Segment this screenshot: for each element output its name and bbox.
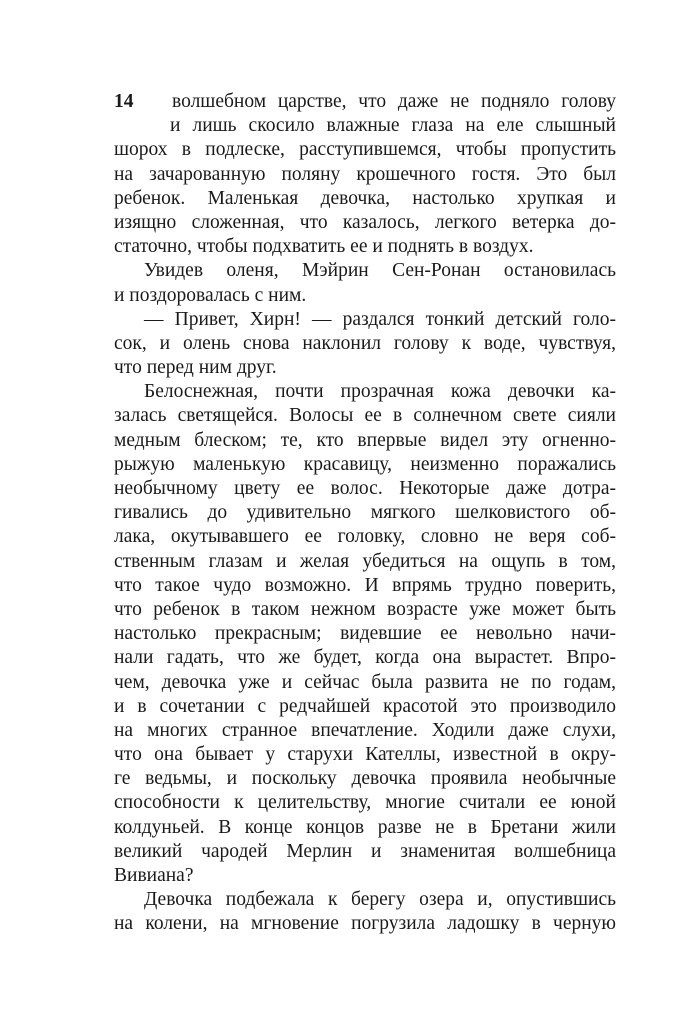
text-line: гивались до удивительно мягкого шелковистого об-: [114, 502, 616, 524]
text-line: чем, девочка уже и сейчас была развита не по годам,: [114, 671, 616, 693]
text-line: — Привет, Хирн! — раздался тонкий детский голо-: [144, 308, 616, 330]
text-line: настолько прекрасным; видевшие ее невольно начи-: [114, 623, 616, 645]
paragraph-3: [114, 308, 616, 381]
text-line: что она бывает у старухи Кателлы, известной в окру-: [114, 744, 616, 766]
paragraph-4: [114, 380, 616, 888]
text-line: шорох в подлеске, расступившемся, чтобы пропустить: [114, 139, 616, 161]
text-line: и лишь скосило влажные глаза на еле слышный: [170, 115, 616, 137]
text-line: что перед ним друг.: [114, 357, 277, 379]
page-number: 14: [114, 91, 134, 112]
text-line: ственным глазам и желая убедиться на ощупь в том,: [114, 550, 616, 572]
text-line: Увидев оленя, Мэйрин Сен-Ронан остановилась: [144, 260, 616, 282]
text-line: на колени, на мгновение погрузила ладошку в черную: [114, 913, 616, 935]
text-line: Белоснежная, почти прозрачная кожа девочки ка-: [144, 381, 616, 403]
text-line: ге ведьмы, и поскольку девочка проявила необычные: [114, 768, 616, 790]
paragraph-5: [114, 888, 616, 936]
text-line: изящно сложенная, что казалось, легкого ветерка до-: [114, 211, 616, 233]
text-line: на многих странное впечатление. Ходили даже слухи,: [114, 719, 616, 741]
text-line: ребенок. Маленькая девочка, настолько хрупкая и: [114, 187, 616, 209]
text-line: на зачарованную поляну крошечного гостя. Это был: [114, 163, 616, 185]
text-line: сок, и олень снова наклонил голову к воде, чувствуя,: [114, 332, 616, 354]
text-line: необычному цвету ее волос. Некоторые даже дотра-: [114, 478, 616, 499]
text-line: и в сочетании с редчайшей красотой это производило: [114, 695, 616, 717]
text-line: Девочка подбежала к берегу озера и, опустившись: [144, 889, 616, 911]
text-line: что ребенок в таком нежном возрасте уже может быть: [114, 598, 616, 620]
text-line: рыжую маленькую красавицу, неизменно поражались: [114, 453, 616, 475]
paragraph-1: [114, 90, 616, 259]
text-line: залась светящейся. Волосы ее в солнечном свете сияли: [114, 405, 616, 427]
text-line: Вивиана?: [114, 865, 194, 886]
text-line: и поздоровалась с ним.: [114, 284, 307, 306]
header-line: [114, 90, 616, 114]
text-line: способности к целительству, многие считали ее юной: [114, 792, 616, 814]
text-line: лака, окутывавшего ее головку, словно не веря соб-: [114, 526, 616, 548]
book-page: [114, 90, 616, 937]
text-line: колдуньей. В конце концов разве не в Бретани жили: [114, 816, 616, 838]
text-line: статочно, чтобы подхватить ее и поднять в воздух.: [114, 236, 534, 258]
text-line: волшебном царстве, что даже не подняло голову: [172, 91, 616, 112]
text-line: великий чародей Мерлин и знаменитая волшебница: [114, 840, 616, 862]
paragraph-2: [114, 259, 616, 307]
text-line: что такое чудо возможно. И впрямь трудно поверить,: [114, 574, 616, 596]
text-line: нали гадать, что же будет, когда она вырастет. Впро-: [114, 647, 616, 669]
text-line: медным блеском; те, кто впервые видел эту огненно-: [114, 429, 616, 451]
